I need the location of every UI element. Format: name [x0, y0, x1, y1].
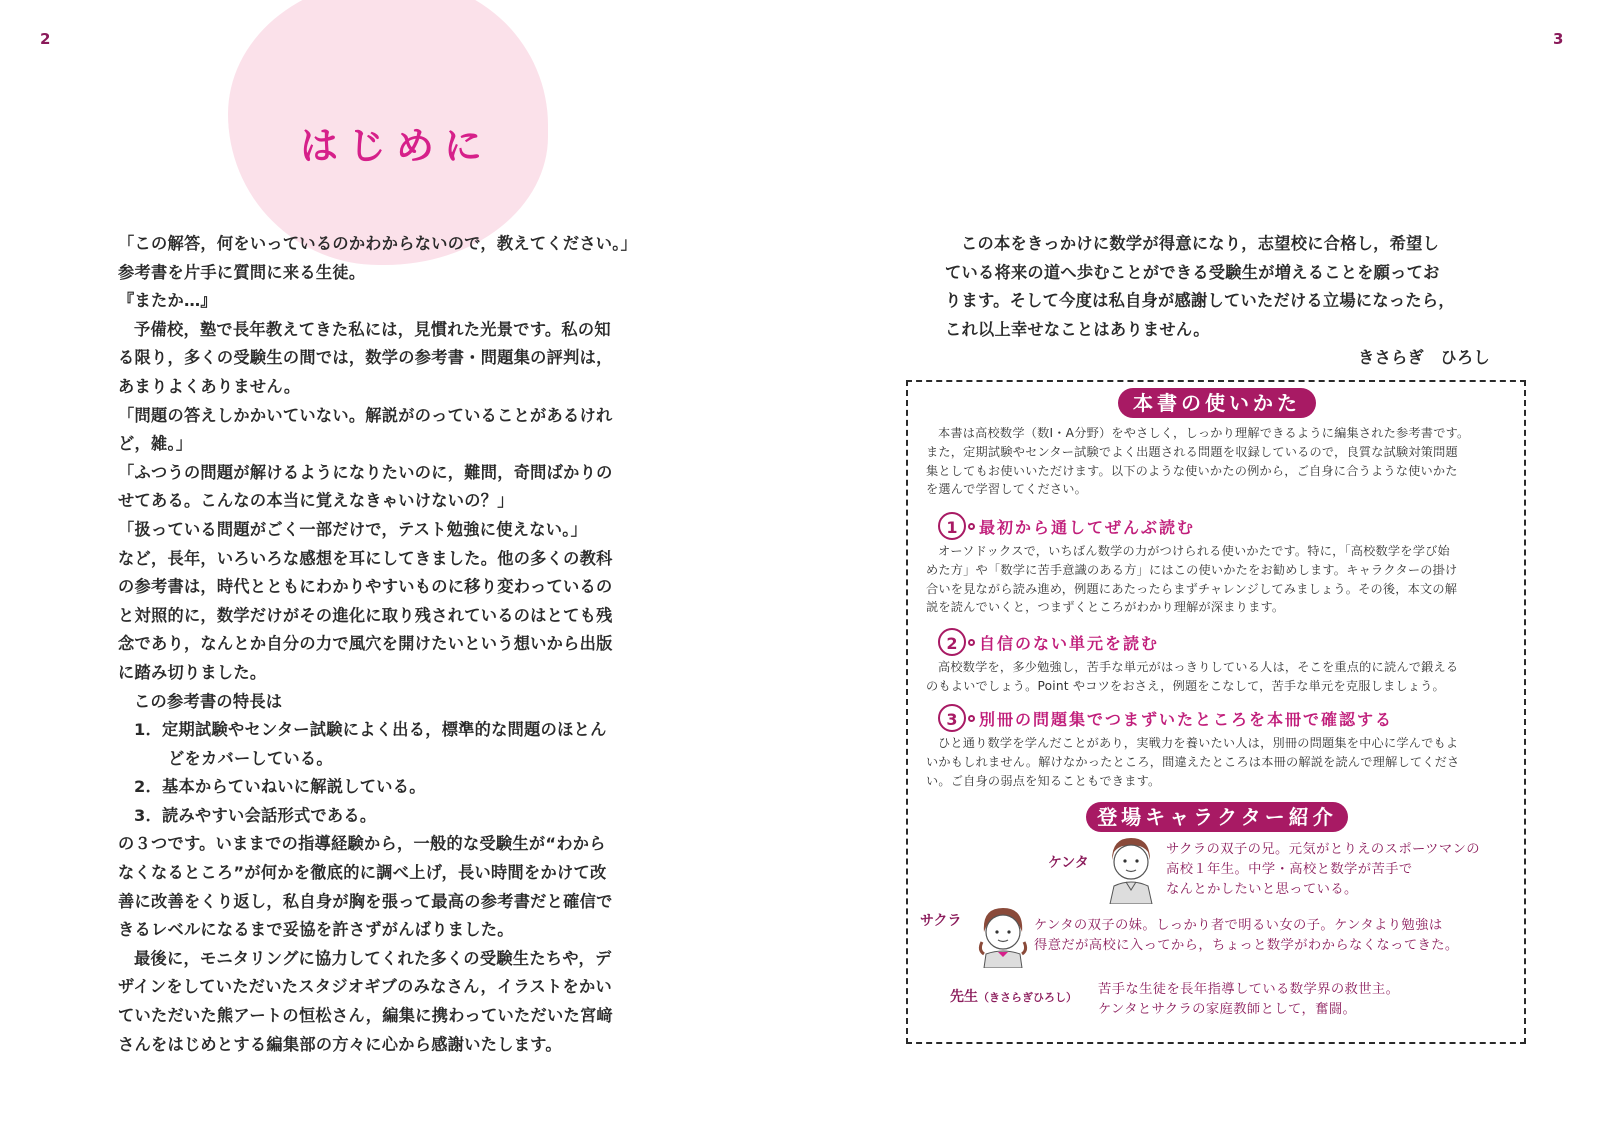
character-name-teacher: 先生（きさらぎひろし）	[950, 989, 1077, 1005]
characters-heading: 登場キャラクター紹介	[1086, 802, 1348, 832]
usage-heading: 本書の使いかた	[1118, 388, 1316, 418]
section-number-badge: 2	[938, 628, 966, 656]
preface-line: これ以上幸せなことはありません。	[945, 319, 1210, 339]
preface-line: 「ふつうの問題が解けるようになりたいのに，難問，奇問ばかりの	[118, 462, 613, 482]
connector-dot-icon	[968, 639, 975, 646]
character-name-teacher-sub: （きさらぎひろし）	[978, 991, 1077, 1004]
sakura-avatar-icon	[974, 902, 1032, 968]
section-text-line: めた方」や「数学に苦手意識のある方」にはこの使いかたをお勧めします。キャラクターの掛け	[926, 562, 1458, 577]
section-text-line: オーソドックスで，いちばん数学の力がつけられる使いかたです。特に，「高校数学を学び始	[938, 544, 1450, 558]
author-signature: きさらぎ ひろし	[1358, 348, 1490, 368]
page-number-left: 2	[40, 30, 51, 48]
preface-line: きるレベルになるまで妥協を許さずがんばりました。	[118, 920, 514, 940]
page-title: はじめに	[300, 124, 493, 168]
section-text-line: いかもしれません。解けなかったところ，間違えたところは本冊の解説を読んで理解してくださ	[926, 754, 1460, 769]
usage-guide-box	[906, 380, 1526, 1044]
preface-line: 3．読みやすい会話形式である。	[134, 805, 377, 825]
preface-line: に踏み切りました。	[118, 662, 267, 682]
preface-line: 『またか…』	[118, 291, 217, 311]
character-desc-line: ケンタの双子の妹。しっかり者で明るい女の子。ケンタより勉強は	[1034, 918, 1443, 933]
preface-line: 「扱っている問題がごく一部だけで，テスト勉強に使えない。」	[118, 519, 588, 539]
section-text-line: 高校数学を，多少勉強し，苦手な単元がはっきりしている人は，そこを重点的に読んで鍛える	[938, 660, 1459, 674]
character-desc-line: なんとかしたいと思っている。	[1166, 882, 1358, 897]
preface-line: と対照的に，数学だけがその進化に取り残されているのはとても残	[118, 605, 613, 625]
character-desc-line: 得意だが高校に入ってから，ちょっと数学がわからなくなってきた。	[1034, 938, 1459, 953]
character-desc-line: 高校１年生。中学・高校と数学が苦手で	[1166, 862, 1413, 877]
section-text-line: 説を読んでいくと，つまずくところがわかり理解が深まります。	[926, 600, 1285, 615]
intro-line: を選んで学習してください。	[926, 482, 1088, 497]
section-number-badge: 3	[938, 704, 966, 732]
section-2-text	[926, 658, 1516, 696]
preface-line: せてある。こんなの本当に覚えなきゃいけないの？」	[118, 491, 514, 511]
preface-line: など，長年，いろいろな感想を耳にしてきました。他の多くの教科	[118, 548, 613, 568]
connector-dot-icon	[968, 715, 975, 722]
preface-line: どをカバーしている。	[168, 748, 333, 768]
preface-line: 「問題の答えしかかいていない。解説がのっていることがあるけれ	[118, 405, 613, 425]
section-title: 別冊の問題集でつまずいたところを本冊で確認する	[979, 709, 1394, 729]
intro-line: 本書は高校数学（数Ⅰ・A分野）をやさしく，しっかり理解できるように編集された参考書です。	[938, 426, 1470, 440]
section-text-line: ひと通り数学を学んだことがあり，実戦力を養いたい人は，別冊の問題集を中心に学んでもよ	[938, 736, 1459, 750]
page-number-right: 3	[1553, 30, 1564, 48]
preface-line: さんをはじめとする編集部の方々に心から感謝いたします。	[118, 1034, 562, 1054]
section-number-badge: 1	[938, 512, 966, 540]
section-title: 自信のない単元を読む	[979, 633, 1160, 653]
preface-line: 最後に，モニタリングに協力してくれた多くの受験生たちや，デ	[134, 948, 612, 968]
character-desc-line: ケンタとサクラの家庭教師として，奮闘。	[1098, 1002, 1357, 1017]
preface-line: なくなるところ”が何かを徹底的に調べ上げ，長い時間をかけて改	[118, 863, 607, 883]
preface-body-right	[945, 230, 1490, 373]
section-1-header	[938, 512, 1195, 540]
preface-line: 予備校，塾で長年教えてきた私には，見慣れた光景です。私の知	[134, 319, 611, 339]
preface-line: 善に改善をくり返し，私自身が胸を張って最高の参考書だと確信で	[118, 891, 613, 911]
character-desc-line: サクラの双子の兄。元気がとりえのスポーツマンの	[1166, 842, 1480, 857]
preface-line: 1．定期試験やセンター試験によく出る，標準的な問題のほとん	[134, 720, 607, 740]
preface-line: ります。そして今度は私自身が感謝していただける立場になったら，	[945, 291, 1455, 311]
preface-line: 2．基本からていねいに解説している。	[134, 777, 426, 797]
preface-line: る限り，多くの受験生の間では，数学の参考書・問題集の評判は，	[118, 348, 613, 368]
preface-line: ど，雑。」	[118, 434, 193, 454]
character-desc-teacher	[1098, 980, 1399, 1020]
preface-line: ている将来の道へ歩むことができる受験生が増えることを願ってお	[945, 262, 1440, 282]
usage-intro	[926, 424, 1516, 499]
character-name-kenta: ケンタ	[1048, 855, 1089, 871]
preface-line: 参考書を片手に質問に来る生徒。	[118, 262, 366, 282]
section-text-line: い。ご自身の弱点を知ることもできます。	[926, 773, 1161, 788]
section-title: 最初から通してぜんぶ読む	[979, 517, 1196, 537]
preface-line: この参考書の特長は	[134, 691, 283, 711]
connector-dot-icon	[968, 523, 975, 530]
character-desc-line: 苦手な生徒を長年指導している数学界の救世主。	[1098, 982, 1400, 997]
preface-line: ザインをしていただいたスタジオギブのみなさん，イラストをかい	[118, 977, 612, 997]
preface-body-left	[118, 230, 678, 1059]
section-3-header	[938, 704, 1393, 732]
section-2-header	[938, 628, 1159, 656]
preface-line: あまりよくありません。	[118, 376, 301, 396]
preface-line: この本をきっかけに数学が得意になり，志望校に合格し，希望し	[961, 234, 1440, 253]
section-text-line: 合いを見ながら読み進め，例題にあたったらまずチャレンジしてみましょう。その後，本文の解	[926, 581, 1458, 596]
section-3-text	[926, 734, 1516, 790]
character-desc-kenta	[1166, 840, 1480, 900]
character-name-sakura: サクラ	[920, 913, 962, 929]
preface-line: 「この解答，何をいっているのかわからないので，教えてください。」	[118, 234, 638, 253]
section-1-text	[926, 542, 1516, 617]
preface-line: ていただいた熊アートの恒松さん，編集に携わっていただいた宮﨑	[118, 1006, 613, 1026]
intro-line: また，定期試験やセンター試験でよく出題される問題を収録しているので，良質な試験対策問題	[926, 444, 1458, 459]
preface-line: の３つです。いままでの指導経験から，一般的な受験生が“わから	[118, 834, 606, 854]
kenta-avatar-icon	[1104, 834, 1158, 904]
preface-line: 念であり，なんとか自分の力で風穴を開けたいという想いから出版	[118, 634, 613, 654]
preface-line: の参考書は，時代とともにわかりやすいものに移り変わっているの	[118, 577, 613, 597]
section-text-line: のもよいでしょう。Point やコツをおさえ，例題をこなして，苦手な単元を克服しましょう。	[926, 678, 1445, 693]
character-desc-sakura	[1034, 916, 1459, 956]
intro-line: 集としてもお使いいただけます。以下のような使いかたの例から，ご自身に合うような使いかた	[926, 463, 1458, 478]
